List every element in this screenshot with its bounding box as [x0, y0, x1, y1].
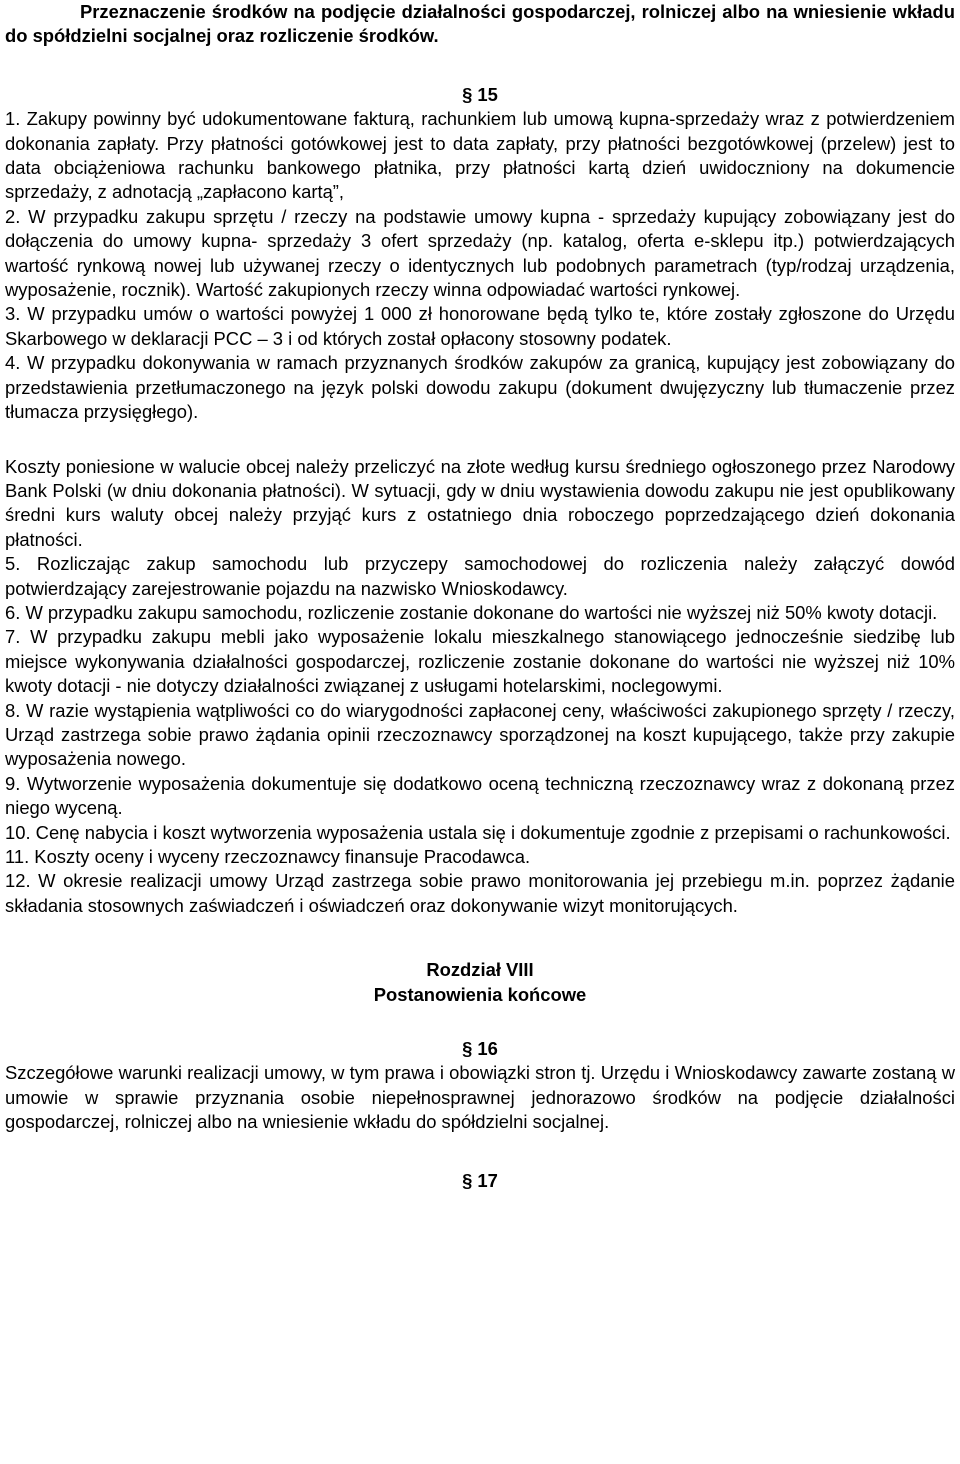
list-item: 2. W przypadku zakupu sprzętu / rzeczy na podstawie umowy kupna - sprzedaży kupujący zobowiązany jest do dołączenia do umowy kupna- sprzedaży 3 ofert sprzedaży (np. katalog, oferta e-sklepu itp.) potwierdzających wartość rynkową nowej lub używanej rzeczy o identycznych lub podobnych parametrach (typ/rodzaj urządzenia, wyposażenie, rocznik). Wartość zakupionych rzeczy winna odpowiadać wartości rynkowej.	[5, 205, 955, 301]
list-item: 1. Zakupy powinny być udokumentowane fakturą, rachunkiem lub umową kupna-sprzedaży wraz z potwierdzeniem dokonania zapłaty. Przy płatności gotówkowej jest to data zapłaty, przy płatności bezgotówkowej (przelew) jest to data obciążeniowa rachunku bankowego płatnika, przy płatności kartą dzień uwidoczniony na dokumencie sprzedaży, z adnotacją „zapłacono kartą”,	[5, 108, 955, 203]
paragraph-number-16: § 16	[462, 1038, 498, 1060]
list-item: 10. Cenę nabycia i koszt wytworzenia wyposażenia ustala się i dokumentuje zgodnie z przepisami o rachunkowości.	[5, 821, 951, 843]
paragraph-number-15: § 15	[462, 83, 498, 105]
chapter-number: Rozdział VIII	[426, 959, 534, 981]
list-item: 7. W przypadku zakupu mebli jako wyposażenie lokalu mieszkalnego stanowiącego jednocześnie siedzibę lub miejsce wykonywania działalności gospodarczej, rozliczenie zostanie dokonane do wartości nie wyższej niż 10% kwoty dotacji - nie dotyczy działalności związanej z usługami hotelarskimi, noclegowymi.	[5, 626, 955, 697]
list-item: 11. Koszty oceny i wyceny rzeczoznawcy finansuje Pracodawca.	[5, 846, 531, 867]
list-item: 12. W okresie realizacji umowy Urząd zastrzega sobie prawo monitorowania jej przebiegu m.in. poprzez żądanie składania stosownych zaświadczeń i oświadczeń oraz dokonywanie wizyt monitorujących.	[5, 870, 955, 916]
document-page	[5, 0, 955, 1193]
chapter-title: Postanowienia końcowe	[373, 983, 587, 1005]
list-item: 9. Wytworzenie wyposażenia dokumentuje się dodatkowo oceną techniczną rzeczoznawcy wraz z dokonaną przez niego wyceną.	[5, 772, 955, 819]
section-16-text: Szczegółowe warunki realizacji umowy, w tym prawa i obowiązki stron tj. Urzędu i Wnioskodawcy zawarte zostaną w umowie w sprawie przyznania osobie niepełnosprawnej jednorazowo środków na podjęcie działalności gospodarczej, rolniczej albo na wniesienie wkładu do spółdzielni socjalnej.	[5, 1062, 955, 1133]
list-item: 3. W przypadku umów o wartości powyżej 1 000 zł honorowane będą tylko te, które zostały zgłoszone do Urzędu Skarbowego w deklaracji PCC – 3 i od których został opłacony stosowny podatek.	[5, 303, 955, 349]
list-item: 5. Rozliczając zakup samochodu lub przyczepy samochodowej do rozliczenia należy załączyć dowód potwierdzający zarejestrowanie pojazdu na nazwisko Wnioskodawcy.	[5, 553, 955, 599]
section-heading: Przeznaczenie środków na podjęcie działalności gospodarczej, rolniczej albo na wniesienie wkładu do spółdzielni socjalnej oraz rozliczenie środków.	[5, 1, 955, 47]
list-item: 4. W przypadku dokonywania w ramach przyznanych środków zakupów za granicą, kupujący jest zobowiązany do przedstawienia przetłumaczonego na język polski dowodu zakupu (dokument dwujęzyczny lub tłumaczenie przez tłumacza przysięgłego).	[5, 352, 955, 423]
currency-paragraph: Koszty poniesione w walucie obcej należy przeliczyć na złote według kursu średniego ogłoszonego przez Narodowy Bank Polski (w dniu dokonania płatności). W sytuacji, gdy w dniu wystawienia dowodu zakupu nie jest opublikowany średni kurs waluty obcej należy przyjąć kurs z ostatniego dnia roboczego poprzedzającego dzień dokonania płatności.	[5, 455, 955, 550]
list-item: 8. W razie wystąpienia wątpliwości co do wiarygodności zapłaconej ceny, właściwości zakupionego sprzęty / rzeczy, Urząd zastrzega sobie prawo żądania opinii rzeczoznawcy sporządzonej na koszt kupującego, także przy zakupie wyposażenia nowego.	[5, 699, 955, 770]
paragraph-number-17: § 17	[462, 1169, 498, 1191]
list-item: 6. W przypadku zakupu samochodu, rozliczenie zostanie dokonane do wartości nie wyższej niż 50% kwoty dotacji.	[5, 601, 938, 623]
